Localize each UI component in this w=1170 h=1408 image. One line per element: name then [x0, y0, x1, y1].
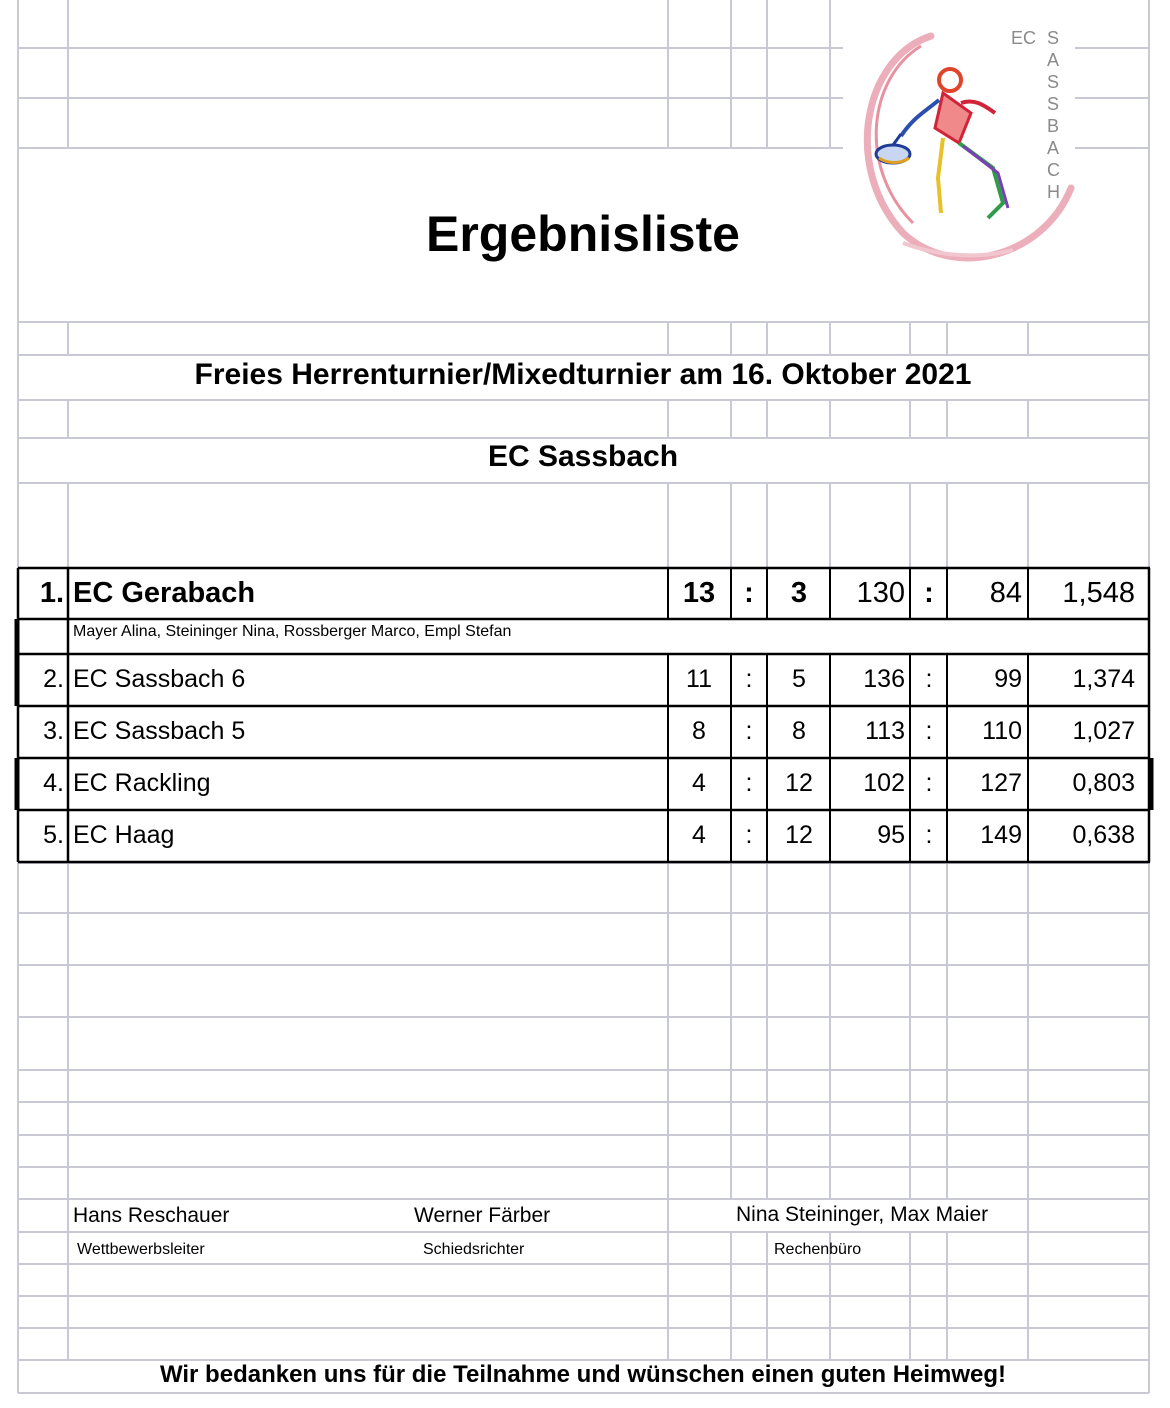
separator-cell: :	[924, 577, 934, 609]
lost-cell: 12	[785, 769, 813, 797]
club-name: EC Sassbach	[487, 440, 679, 473]
team-cell: EC Gerabach	[73, 577, 256, 609]
official-name: Werner Färber	[414, 1204, 551, 1227]
logo-letter: B	[1047, 116, 1060, 136]
points-against-cell: 149	[980, 821, 1022, 849]
won-cell: 13	[682, 577, 716, 609]
page-title: Ergebnisliste	[426, 206, 740, 262]
separator-cell: :	[925, 821, 933, 849]
points-against-cell: 127	[980, 769, 1022, 797]
footer-thanks: Wir bedanken uns für die Teilnahme und wünschen einen guten Heimweg!	[159, 1361, 1007, 1388]
points-against-cell: 84	[989, 577, 1022, 609]
official-role: Rechenbüro	[774, 1241, 862, 1258]
separator-cell: :	[925, 717, 933, 745]
separator-cell: :	[745, 665, 753, 693]
team-cell: EC Sassbach 5	[73, 717, 246, 745]
ratio-cell: 0,638	[1072, 821, 1135, 849]
official-name: Hans Reschauer	[73, 1204, 230, 1227]
points-for-cell: 95	[877, 821, 905, 849]
ratio-cell: 1,374	[1072, 665, 1135, 693]
rank-cell: 5.	[43, 821, 64, 849]
team-cell: EC Rackling	[73, 769, 211, 797]
team-cell: EC Haag	[73, 821, 175, 849]
separator-cell: :	[925, 665, 933, 693]
event-title: Freies Herrenturnier/Mixedturnier am 16. Oktober 2021	[194, 358, 972, 391]
ratio-cell: 0,803	[1072, 769, 1135, 797]
separator-cell: :	[745, 821, 753, 849]
won-cell: 4	[692, 769, 706, 797]
points-against-cell: 110	[982, 717, 1022, 745]
logo-letter: C	[1047, 160, 1060, 180]
lost-cell: 8	[792, 717, 806, 745]
rank-cell: 4.	[43, 769, 64, 797]
rank-cell: 1.	[39, 577, 64, 609]
points-for-cell: 113	[865, 717, 905, 745]
rank-cell: 3.	[43, 717, 64, 745]
logo-vertical-text	[1047, 28, 1060, 202]
lost-cell: 12	[785, 821, 813, 849]
ratio-cell: 1,548	[1062, 577, 1135, 609]
logo-letter: A	[1047, 50, 1060, 70]
logo-letter: A	[1047, 138, 1060, 158]
ratio-cell: 1,027	[1072, 717, 1135, 745]
won-cell: 8	[692, 717, 706, 745]
lost-cell: 3	[790, 577, 808, 609]
separator-cell: :	[745, 717, 753, 745]
rank-cell: 2.	[43, 665, 64, 693]
team-cell: EC Sassbach 6	[73, 665, 246, 693]
won-cell: 4	[692, 821, 706, 849]
points-for-cell: 130	[856, 577, 905, 609]
official-role: Schiedsrichter	[423, 1241, 525, 1258]
won-cell: 11	[686, 665, 712, 693]
lost-cell: 5	[792, 665, 806, 693]
official-name: Nina Steininger, Max Maier	[736, 1203, 989, 1226]
separator-cell: :	[744, 577, 754, 609]
separator-cell: :	[925, 769, 933, 797]
official-role: Wettbewerbsleiter	[77, 1241, 205, 1258]
logo-letter: S	[1047, 94, 1060, 114]
points-for-cell: 136	[863, 665, 905, 693]
logo-letter: H	[1047, 182, 1060, 202]
points-for-cell: 102	[863, 769, 905, 797]
logo-letter: S	[1047, 28, 1060, 48]
separator-cell: :	[745, 769, 753, 797]
logo-letter: S	[1047, 72, 1060, 92]
team-members: Mayer Alina, Steininger Nina, Rossberger Marco, Empl Stefan	[73, 623, 512, 640]
logo-text-ec: EC	[1011, 28, 1037, 48]
points-against-cell: 99	[994, 665, 1022, 693]
